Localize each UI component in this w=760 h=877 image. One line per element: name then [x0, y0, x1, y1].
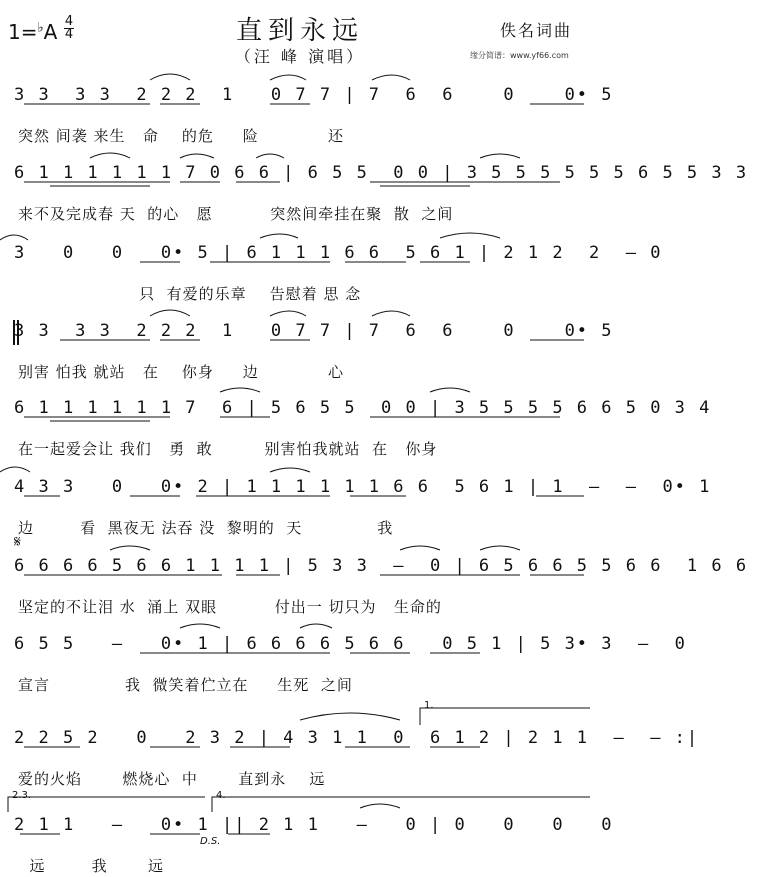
- tie: [150, 310, 190, 316]
- lyric-line: 坚定的不让泪 水 涌上 双眼 付出一 切只为 生命的: [18, 598, 442, 616]
- lyric-line: 只 有爱的乐章 告慰着 思 念: [18, 285, 362, 303]
- tie: [0, 467, 30, 472]
- notation-line: 2 2 5 2 0 2 3 2 | 4 3 1 1 0 6 1 2 | 2 1 1 — — :|: [14, 728, 700, 748]
- time-signature: 4 4: [64, 14, 74, 42]
- tie: [150, 74, 190, 80]
- tie: [300, 713, 400, 720]
- volta-23-bracket: [8, 797, 205, 812]
- tie: [110, 546, 150, 550]
- volta-23-label: 2.3.: [12, 790, 32, 801]
- lyric-line: 别害 怕我 就站 在 你身 边 心: [18, 363, 344, 381]
- notation-line: 6 6 6 6 5 6 6 1 1 1 1 | 5 3 3 — 0 | 6 5 6 6 5 5 6 6 1 6 6: [14, 556, 760, 576]
- lyric-line: 突然 间袭 来生 命 的危 险 还: [18, 127, 344, 145]
- volta-4-label: 4.: [216, 790, 226, 801]
- tie: [0, 235, 28, 240]
- song-subtitle: （汪 峰 演唱）: [234, 47, 366, 66]
- notation-line: 2 1 1 — 0• 1 || 2 1 1 — 0 | 0 0 0 0: [14, 815, 626, 835]
- notation-line: 3 3 3 3 2 2 2 1 0 7 7 | 7 6 6 0 0• 5: [14, 321, 626, 341]
- beam-lines: [24, 417, 560, 421]
- tie: [270, 75, 306, 80]
- tie: [220, 388, 260, 392]
- notation-line: 6 5 5 — 0• 1 | 6 6 6 6 5 6 6 0 5 1 | 5 3• 3 — 0: [14, 634, 700, 654]
- tie: [400, 546, 440, 550]
- notation-line: 3 3 3 3 2 2 2 1 0 7 7 | 7 6 6 0 0• 5: [14, 85, 626, 105]
- notation-line: 4 3 3 0 0• 2 | 1 1 1 1 1 1 6 6 5 6 1 | 1 — — 0• 1: [14, 477, 724, 497]
- tie: [90, 153, 130, 158]
- source-url: 缘分简谱：www.yf66.com: [470, 51, 569, 60]
- tie: [180, 154, 214, 158]
- ds-mark: D.S.: [200, 836, 221, 847]
- tie: [480, 546, 520, 550]
- tie: [372, 75, 410, 80]
- tie: [256, 154, 284, 158]
- volta-4-bracket: [212, 797, 590, 812]
- tie: [440, 233, 500, 238]
- notation-line: 6 1 1 1 1 1 1 7 0 6 6 | 6 5 5 0 0 | 3 5 5 5 5 5 5 6 5 5 3 3: [14, 163, 760, 183]
- lyric-line: 在一起爱会让 我们 勇 敢 别害怕我就站 在 你身: [18, 440, 438, 458]
- volta-1-bracket: [420, 708, 590, 725]
- lyric-line: 爱的火焰 燃烧心 中 直到永 远: [18, 770, 326, 788]
- tie: [270, 311, 306, 316]
- tie: [180, 624, 220, 628]
- lyric-line: 宣言 我 微笑着伫立在 生死 之间: [18, 676, 353, 694]
- song-credit: 佚名词曲: [500, 21, 573, 40]
- tie: [480, 154, 520, 158]
- notation-line: 6 1 1 1 1 1 1 7 6 | 5 6 5 5 0 0 | 3 5 5 5 5 6 6 5 0 3 4: [14, 398, 724, 418]
- tie: [270, 468, 310, 472]
- tie: [260, 234, 298, 238]
- repeat-start-barline: [14, 320, 18, 345]
- beam-lines: [24, 182, 560, 186]
- tie: [430, 388, 470, 392]
- tie: [360, 804, 400, 808]
- tie: [372, 311, 410, 316]
- tie: [300, 624, 332, 628]
- song-title: 直到永远: [235, 16, 364, 46]
- volta-1-label: 1.: [424, 700, 434, 711]
- lyric-line: 远 我 远: [18, 857, 165, 875]
- lyric-line: 来不及完成春 天 的心 愿 突然间牵挂在聚 散 之间: [18, 205, 454, 223]
- segno-sign: 𝄋: [14, 532, 21, 551]
- key-signature: 1=♭A: [8, 20, 58, 44]
- lyric-line: 边 看 黑夜无 法吞 没 黎明的 天 我: [18, 519, 394, 537]
- notation-line: 3 0 0 0• 5 | 6 1 1 1 6 6 5 6 1 | 2 1 2 2 — 0: [14, 243, 675, 263]
